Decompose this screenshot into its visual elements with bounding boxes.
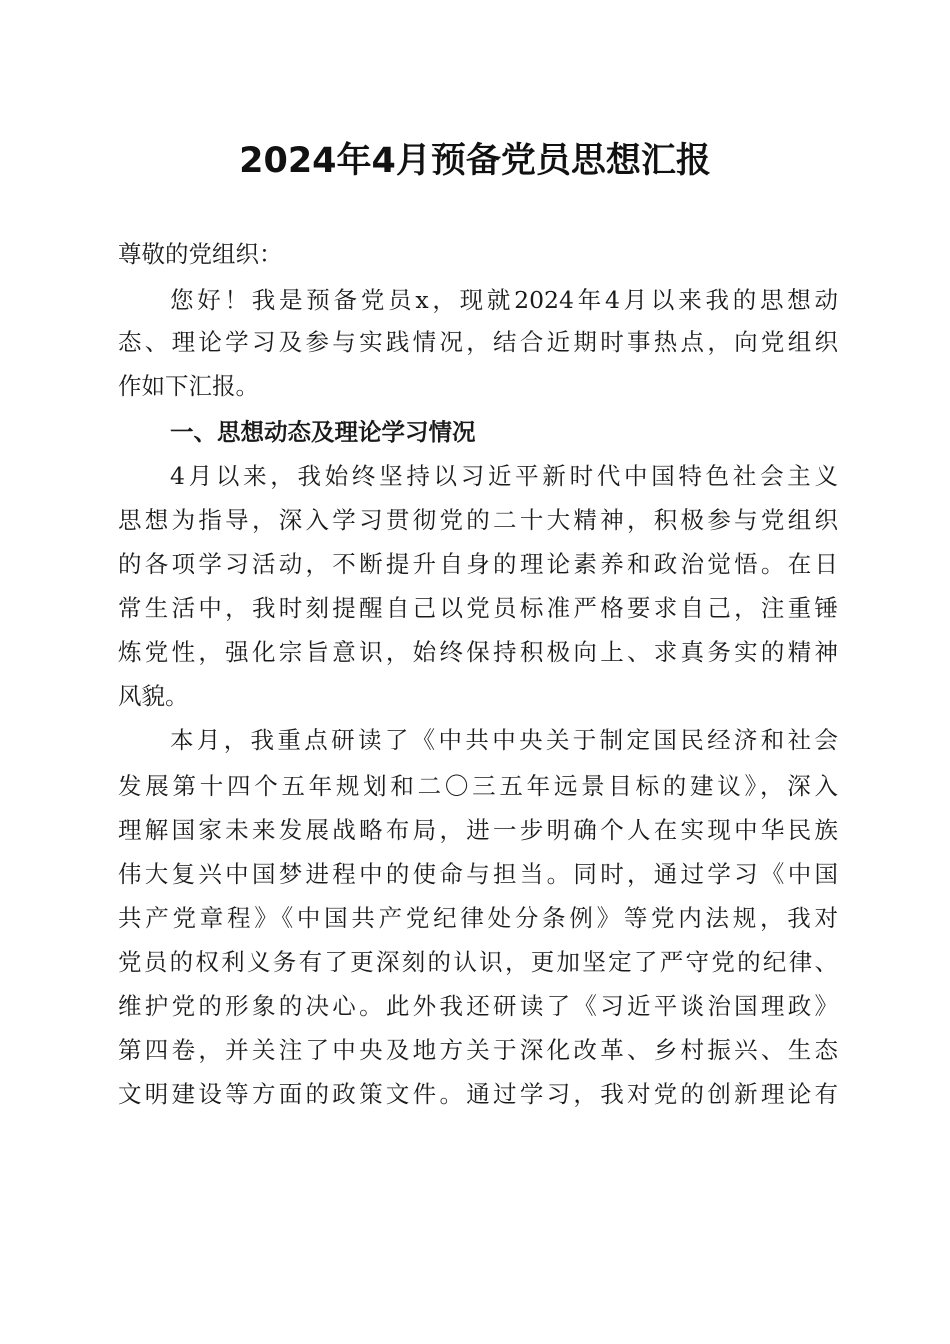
paragraph-2-line-1: 4月以来，我始终坚持以习近平新时代中国特色社会主义	[170, 462, 838, 490]
section-1-heading: 一、思想动态及理论学习情况	[170, 418, 476, 446]
paragraph-3-line-5: 共产党章程》《中国共产党纪律处分条例》等党内法规，我对	[118, 904, 838, 932]
salutation: 尊敬的党组织：	[118, 240, 283, 268]
paragraph-2-line-5: 炼党性，强化宗旨意识，始终保持积极向上、求真务实的精神	[118, 638, 838, 666]
paragraph-1-line-3: 作如下汇报。	[118, 372, 259, 400]
paragraph-2-line-6: 风貌。	[118, 682, 189, 710]
paragraph-1-line-2: 态、理论学习及参与实践情况，结合近期时事热点，向党组织	[118, 328, 838, 356]
document-title: 2024年4月预备党员思想汇报	[239, 141, 711, 181]
paragraph-3-line-1: 本月，我重点研读了《中共中央关于制定国民经济和社会	[170, 726, 838, 754]
paragraph-2-line-3: 的各项学习活动，不断提升自身的理论素养和政治觉悟。在日	[118, 550, 838, 578]
paragraph-3-line-9: 文明建设等方面的政策文件。通过学习，我对党的创新理论有	[118, 1080, 838, 1108]
paragraph-2-line-4: 常生活中，我时刻提醒自己以党员标准严格要求自己，注重锤	[118, 594, 838, 622]
paragraph-3-line-2: 发展第十四个五年规划和二〇三五年远景目标的建议》，深入	[118, 772, 838, 800]
paragraph-3-line-7: 维护党的形象的决心。此外我还研读了《习近平谈治国理政》	[118, 992, 838, 1020]
paragraph-3-line-3: 理解国家未来发展战略布局，进一步明确个人在实现中华民族	[118, 816, 838, 844]
paragraph-2-line-2: 思想为指导，深入学习贯彻党的二十大精神，积极参与党组织	[118, 506, 838, 534]
paragraph-3-line-4: 伟大复兴中国梦进程中的使命与担当。同时，通过学习《中国	[118, 860, 838, 888]
paragraph-1-line-1: 您好！我是预备党员x，现就2024年4月以来我的思想动	[170, 286, 838, 314]
paragraph-3-line-8: 第四卷，并关注了中央及地方关于深化改革、乡村振兴、生态	[118, 1036, 838, 1064]
paragraph-3-line-6: 党员的权利义务有了更深刻的认识，更加坚定了严守党的纪律、	[118, 948, 838, 976]
